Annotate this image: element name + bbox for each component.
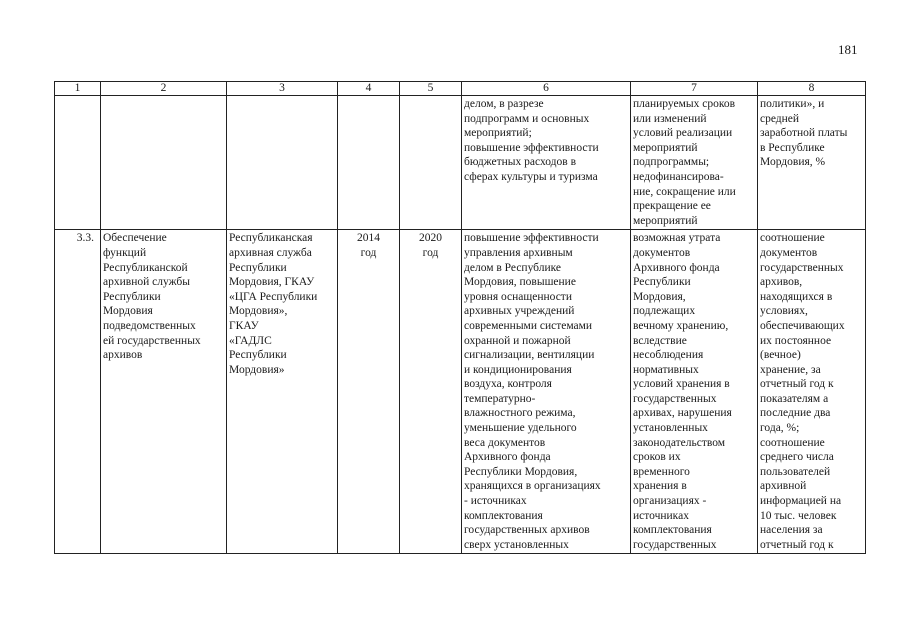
start-year-cell (338, 96, 400, 230)
page-number: 181 (838, 42, 858, 57)
expected-result-cell: делом, в разрезе подпрограмм и основных мероприятий; повышение эффективности бюджетных расходов в сферах культуры и туризма (462, 96, 631, 230)
consequences-cell: возможная утрата документов Архивного фонда Республики Мордовия, подлежащих вечному хранению, вследствие несоблюдения нормативных условий хранения в государственных архивах, нарушения установленных законодательством сроков их временного хранения в организациях - источниках комплектования государственных (631, 230, 758, 554)
consequences-cell: планируемых сроков или изменений условий реализации мероприятий подпрограммы; недофинансирова- ние, сокращение или прекращение ее мероприятий (631, 96, 758, 230)
end-year-cell (400, 96, 462, 230)
plan-table (54, 81, 866, 554)
column-header: 1 (55, 82, 101, 96)
column-header: 4 (338, 82, 400, 96)
table-header-row (55, 82, 866, 96)
executor-cell: Республиканская архивная служба Республики Мордовия, ГКАУ «ЦГА Республики Мордовия», ГКАУ «ГАДЛС Республики Мордовия» (227, 230, 338, 554)
column-header: 7 (631, 82, 758, 96)
measure-name-cell: Обеспечение функций Республиканской архивной службы Республики Мордовия подведомственных ей государственных архивов (101, 230, 227, 554)
executor-cell (227, 96, 338, 230)
start-year-cell: 2014 год (338, 230, 400, 554)
indicators-cell: политики», и средней заработной платы в Республике Мордовия, % (758, 96, 866, 230)
row-number-cell: 3.3. (55, 230, 101, 554)
row-number-cell (55, 96, 101, 230)
column-header: 8 (758, 82, 866, 96)
table-row (55, 96, 866, 230)
column-header: 2 (101, 82, 227, 96)
column-header: 6 (462, 82, 631, 96)
table-row (55, 230, 866, 554)
end-year-cell: 2020 год (400, 230, 462, 554)
column-header: 3 (227, 82, 338, 96)
column-header: 5 (400, 82, 462, 96)
indicators-cell: соотношение документов государственных архивов, находящихся в условиях, обеспечивающих их постоянное (вечное) хранение, за отчетный год к показателям а последние два года, %; соотношение среднего числа пользователей архивной информацией на 10 тыс. человек населения за отчетный год к (758, 230, 866, 554)
measure-name-cell (101, 96, 227, 230)
expected-result-cell: повышение эффективности управления архивным делом в Республике Мордовия, повышение уровня оснащенности архивных учреждений современными системами охранной и пожарной сигнализации, вентиляции и кондиционирования воздуха, контроля температурно- влажностного режима, уменьшение удельного веса документов Архивного фонда Республики Мордовия, хранящихся в организациях - источниках комплектования государственных архивов сверх установленных (462, 230, 631, 554)
